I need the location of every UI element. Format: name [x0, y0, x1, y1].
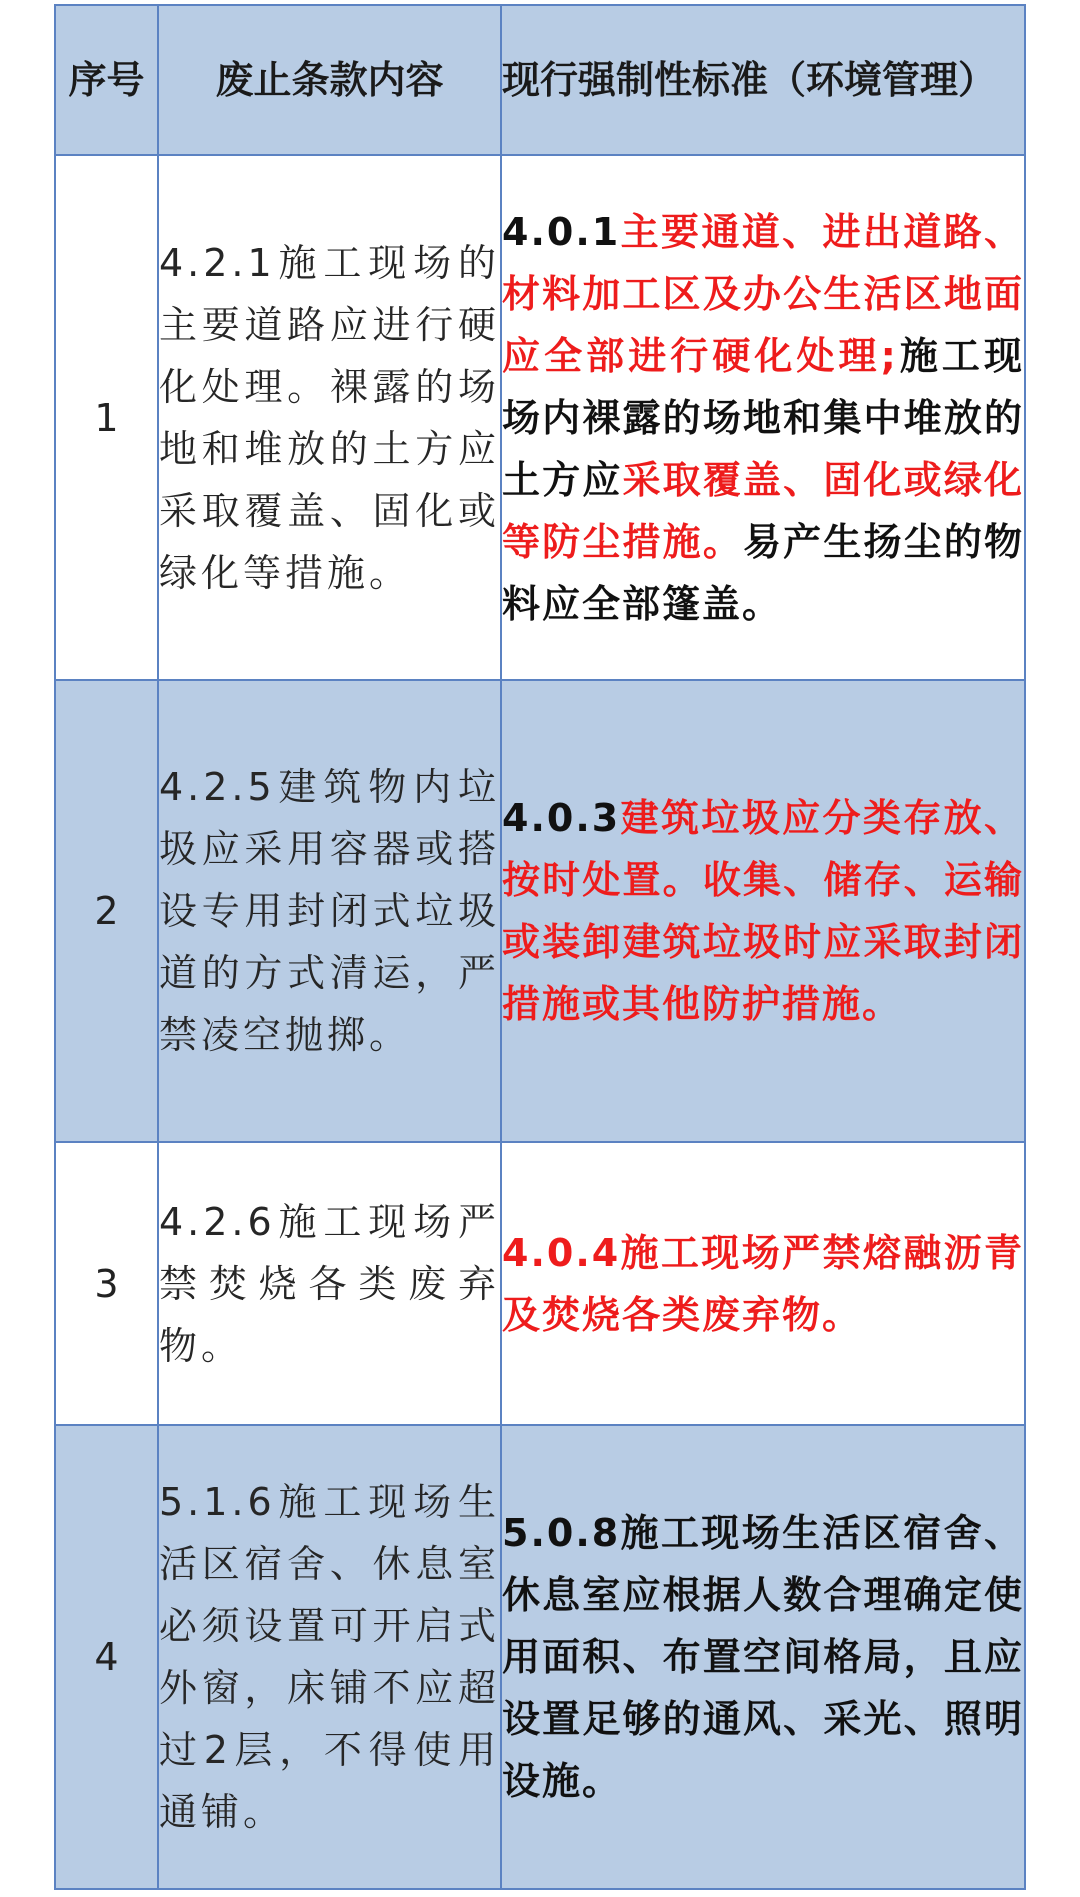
clause-text: 5.0.8施工现场生活区宿舍、休息室应根据人数合理确定使用面积、布置空间格局，且应设置足够的通风、采光、照明设施。 — [502, 1511, 1024, 1803]
clause-text: 施工现场内裸露的场地和集中堆放的土方应 — [502, 333, 1024, 502]
abolished-clause: 4.2.6施工现场严禁焚烧各类废弃物。 — [158, 1142, 501, 1425]
current-standard — [501, 1142, 1025, 1425]
abolished-clause: 4.2.5建筑物内垃圾应采用容器或搭设专用封闭式垃圾道的方式清运，严禁凌空抛掷。 — [158, 680, 501, 1142]
clause-text: 易产生扬尘的物料应全部篷盖。 — [502, 519, 1024, 626]
header-number: 序号 — [55, 5, 158, 155]
table-row — [55, 155, 1025, 680]
highlighted-text: 建筑垃圾应分类存放、按时处置。收集、储存、运输或装卸建筑垃圾时应采取封闭措施或其他防护措施。 — [502, 796, 1024, 1026]
current-standard — [501, 1425, 1025, 1889]
highlighted-text: 采取覆盖、固化或绿化等防尘措施。 — [502, 457, 1024, 564]
clause-number: 4.0.1 — [502, 209, 621, 254]
header-current-standard: 现行强制性标准（环境管理） — [501, 5, 1025, 155]
table-row — [55, 1425, 1025, 1889]
abolished-clause: 4.2.1施工现场的主要道路应进行硬化处理。裸露的场地和堆放的土方应采取覆盖、固化或绿化等措施。 — [158, 155, 501, 680]
row-number: 4 — [55, 1425, 158, 1889]
row-number: 1 — [55, 155, 158, 680]
current-standard — [501, 155, 1025, 680]
clause-number: 4.0.3 — [502, 796, 621, 840]
highlighted-text: 主要通道、进出道路、材料加工区及办公生活区地面应全部进行硬化处理; — [502, 209, 1024, 378]
table-header-row — [55, 5, 1025, 155]
table-row — [55, 680, 1025, 1142]
standards-comparison-table — [54, 4, 1026, 1890]
header-abolished-clause: 废止条款内容 — [158, 5, 501, 155]
table-row — [55, 1142, 1025, 1425]
current-standard — [501, 680, 1025, 1142]
row-number: 3 — [55, 1142, 158, 1425]
row-number: 2 — [55, 680, 158, 1142]
abolished-clause: 5.1.6施工现场生活区宿舍、休息室必须设置可开启式外窗，床铺不应超过2层，不得使用通铺。 — [158, 1425, 501, 1889]
highlighted-text: 4.0.4施工现场严禁熔融沥青及焚烧各类废弃物。 — [502, 1230, 1024, 1337]
